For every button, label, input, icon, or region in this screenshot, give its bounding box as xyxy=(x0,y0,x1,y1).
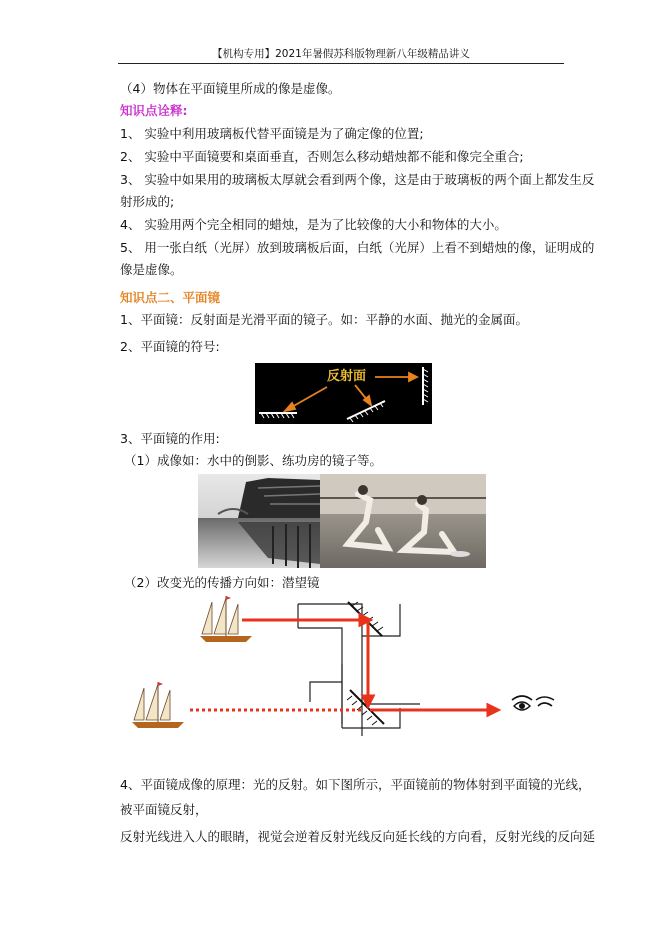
plane-mirror-definition: 1、平面镜：反射面是光滑平面的镜子。如：平静的水面、抛光的金属面。 xyxy=(120,312,528,327)
light-ray-path xyxy=(242,615,498,715)
section-title-plane-mirror: 知识点二、平面镜 xyxy=(120,290,221,305)
imaging-principle-line-2: 被平面镜反射， xyxy=(120,802,208,817)
use-change-direction: （2）改变光的传播方向如：潜望镜 xyxy=(124,575,320,590)
section-title-explanation: 知识点诠释: xyxy=(120,103,188,118)
water-reflection-photo xyxy=(198,474,320,568)
explanation-item-5-cont: 像是虚像。 xyxy=(120,262,183,277)
explanation-item-3-cont: 射形成的; xyxy=(120,194,175,209)
eye-icon xyxy=(512,696,554,710)
explanation-item-1: 1、 实验中利用玻璃板代替平面镜是为了确定像的位置; xyxy=(120,126,424,141)
sailboat-reflection-icon xyxy=(132,682,184,728)
explanation-item-2: 2、 实验中平面镜要和桌面垂直，否则怎么移动蜡烛都不能和像完全重合; xyxy=(120,149,524,164)
use-imaging: （1）成像如：水中的倒影、练功房的镜子等。 xyxy=(124,453,382,468)
plane-mirror-symbol-heading: 2、平面镜的符号: xyxy=(120,339,220,354)
explanation-item-3: 3、 实验中如果用的玻璃板太厚就会看到两个像，这是由于玻璃板的两个面上都发生反 xyxy=(120,172,595,187)
reflective-surface-label: 反射面 xyxy=(327,369,367,384)
imaging-principle-line-3: 反射光线进入人的眼睛，视觉会逆着反射光线反向延长线的方向看，反射光线的反向延 xyxy=(120,829,596,844)
dance-studio-photo xyxy=(320,474,486,568)
explanation-item-4: 4、 实验用两个完全相同的蜡烛，是为了比较像的大小和物体的大小。 xyxy=(120,217,507,232)
imaging-principle-line-1: 4、平面镜成像的原理：光的反射。如下图所示，平面镜前的物体射到平面镜的光线， xyxy=(120,777,591,792)
page-header: 【机构专用】2021年暑假苏科版物理新八年级精品讲义 xyxy=(118,47,564,64)
conclusion-4: （4）物体在平面镜里所成的像是虚像。 xyxy=(120,81,341,96)
explanation-item-5: 5、 用一张白纸（光屏）放到玻璃板后面，白纸（光屏）上看不到蜡烛的像，证明成的 xyxy=(120,240,595,255)
periscope-diagram xyxy=(130,596,560,746)
mirror-symbol-figure xyxy=(255,363,432,424)
plane-mirror-uses-heading: 3、平面镜的作用: xyxy=(120,431,220,446)
reflection-photos xyxy=(198,474,486,568)
